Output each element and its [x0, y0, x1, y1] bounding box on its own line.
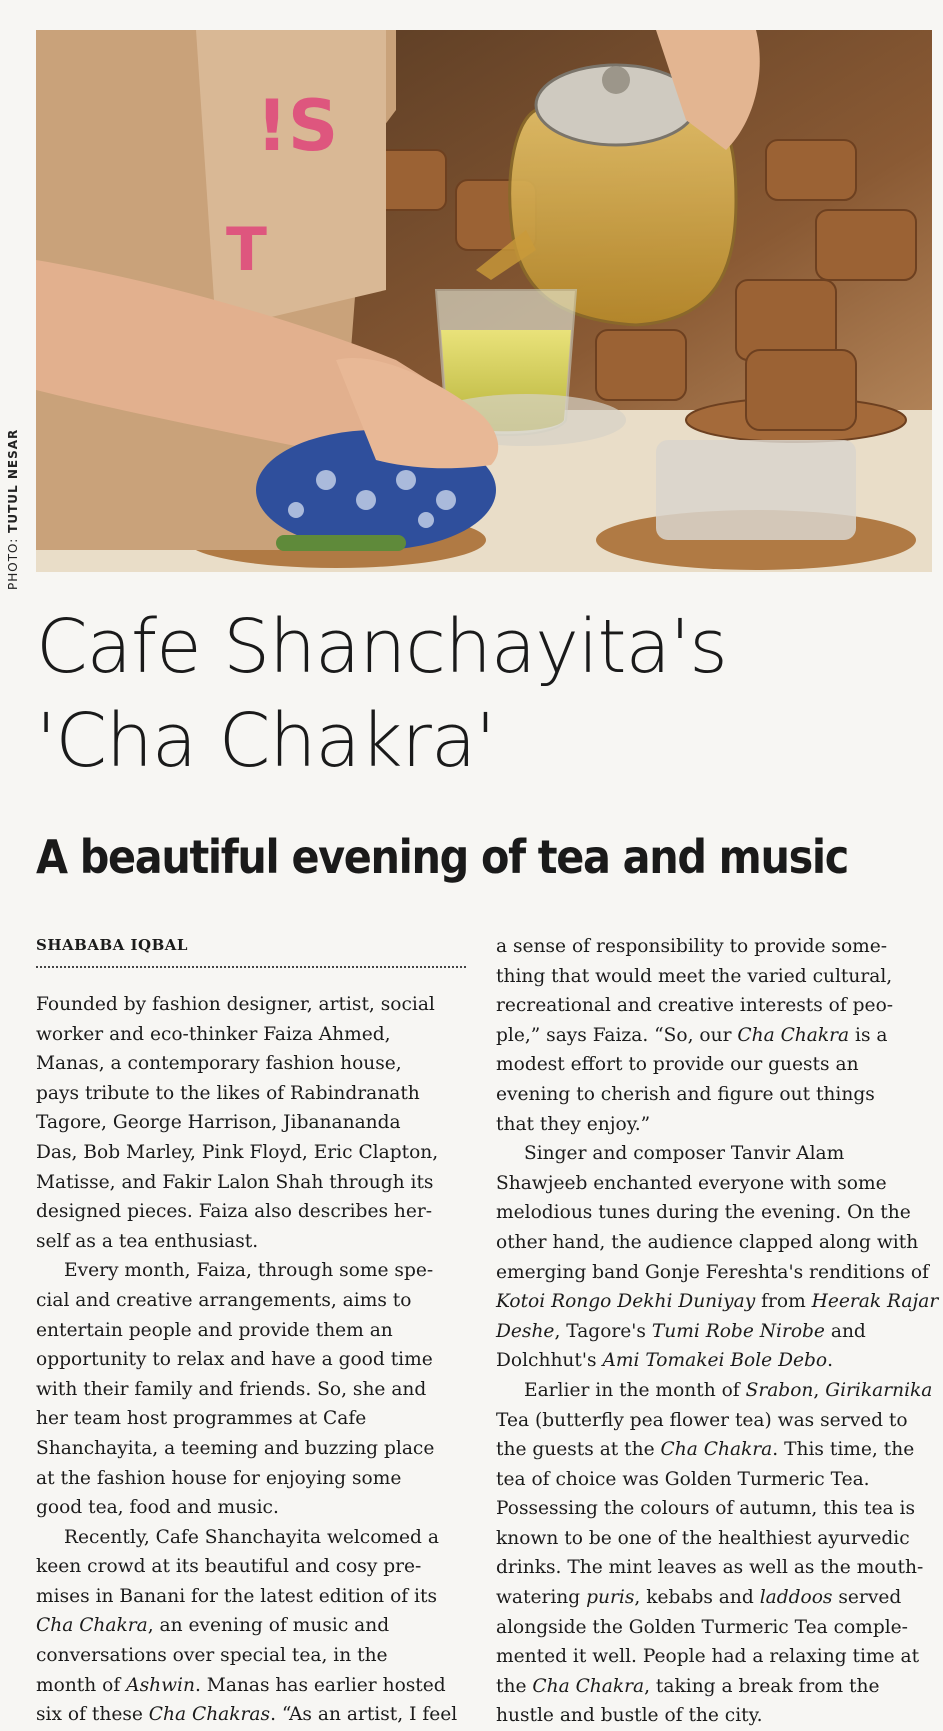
- article-text-line: Shanchayita, a teeming and buzzing place: [36, 1437, 435, 1459]
- article-text-line: emerging band Gonje Fereshta's renditions of: [496, 1261, 929, 1283]
- subheadline: A beautiful evening of tea and music: [36, 830, 848, 884]
- italic-title: Cha Chakra: [532, 1675, 645, 1697]
- article-text-line: a sense of responsibility to provide some-: [496, 936, 888, 957]
- svg-text:T: T: [226, 215, 267, 285]
- article-text-line: Manas, a contemporary fashion house,: [36, 1053, 402, 1075]
- article-text-line: month of Ashwin. Manas has earlier hosted: [36, 1674, 446, 1696]
- italic-title: puris: [586, 1587, 635, 1609]
- article-text-line: Singer and composer Tanvir Alam: [524, 1143, 845, 1165]
- article-text-line: Recently, Cafe Shanchayita welcomed a: [64, 1526, 439, 1548]
- italic-title: Cha Chakra: [737, 1024, 850, 1046]
- article-text-line: thing that would meet the varied cultural,: [496, 965, 893, 987]
- article-text-line: known to be one of the healthiest ayurvedic: [496, 1527, 910, 1549]
- italic-title: Kotoi Rongo Dekhi Duniyay: [496, 1291, 756, 1313]
- article-column-2: [496, 932, 939, 1731]
- article-text-line: the guests at the Cha Chakra. This time, the: [496, 1439, 915, 1461]
- article-text-line: Cha Chakra, an evening of music and: [36, 1615, 390, 1637]
- article-text-line: Deshe, Tagore's Tumi Robe Nirobe and: [496, 1320, 866, 1342]
- tea-pouring-illustration: [36, 30, 932, 572]
- article-text-line: other hand, the audience clapped along with: [496, 1231, 919, 1253]
- italic-title: laddoos: [759, 1587, 833, 1609]
- article-text-line: at the fashion house for enjoying some: [36, 1467, 402, 1489]
- article-text-line: Every month, Faiza, through some spe-: [64, 1260, 434, 1282]
- article-text-line: tea of choice was Golden Turmeric Tea.: [496, 1468, 870, 1490]
- byline-divider: [36, 966, 466, 968]
- article-text-line: Dolchhut's Ami Tomakei Bole Debo.: [496, 1350, 834, 1372]
- article-text-line: Tea (butterfly pea flower tea) was served to: [496, 1409, 908, 1431]
- photo-credit-name: TUTUL NESAR: [6, 428, 20, 533]
- article-text-line: her team host programmes at Cafe: [36, 1408, 367, 1430]
- article-text-line: Founded by fashion designer, artist, social: [36, 994, 435, 1015]
- italic-title: Cha Chakra: [660, 1439, 773, 1461]
- article-text-line: Kotoi Rongo Dekhi Duniyay from Heerak Rajar: [496, 1291, 939, 1313]
- italic-title: Cha Chakra: [36, 1615, 148, 1637]
- italic-title: Girikarnika: [825, 1379, 933, 1401]
- article-text-line: that they enjoy.”: [496, 1113, 651, 1135]
- article-text-line: Matisse, and Fakir Lalon Shah through its: [36, 1171, 434, 1193]
- article-text-line: Earlier in the month of Srabon, Girikarnika: [524, 1379, 933, 1401]
- svg-text:!S: !S: [256, 85, 339, 167]
- article-text-line: ple,” says Faiza. “So, our Cha Chakra is a: [496, 1024, 888, 1046]
- article-text-line: the Cha Chakra, taking a break from the: [496, 1675, 880, 1697]
- article-text-line: entertain people and provide them an: [36, 1319, 393, 1341]
- article-text-line: evening to cherish and figure out things: [496, 1083, 875, 1105]
- article-text-line: Das, Bob Marley, Pink Floyd, Eric Clapton,: [36, 1141, 439, 1163]
- article-text-line: mented it well. People had a relaxing time at: [496, 1646, 920, 1668]
- article-text-line: Possessing the colours of autumn, this tea is: [496, 1498, 916, 1520]
- article-text-line: mises in Banani for the latest edition of its: [36, 1585, 438, 1607]
- article-text-line: recreational and creative interests of peo-: [496, 995, 894, 1017]
- italic-title: Cha Chakras: [148, 1704, 271, 1726]
- photo-credit: [6, 390, 20, 590]
- italic-title: Srabon: [745, 1379, 814, 1401]
- article-text-line: watering puris, kebabs and laddoos served: [496, 1587, 902, 1609]
- article-text-line: pays tribute to the likes of Rabindranath: [36, 1082, 420, 1104]
- article-text-line: Tagore, George Harrison, Jibanananda: [36, 1112, 401, 1134]
- headline: [36, 600, 936, 788]
- article-text-line: worker and eco-thinker Faiza Ahmed,: [36, 1023, 391, 1045]
- article-text-line: Shawjeeb enchanted everyone with some: [496, 1172, 887, 1194]
- article-text-line: self as a tea enthusiast.: [36, 1230, 259, 1252]
- italic-title: Ashwin: [126, 1674, 195, 1696]
- byline: SHABABA IQBAL: [36, 936, 188, 954]
- italic-title: Heerak Rajar: [811, 1291, 939, 1313]
- article-text-line: with their family and friends. So, she and: [36, 1378, 427, 1400]
- headline-line-2: 'Cha Chakra': [36, 698, 495, 784]
- article-text-line: good tea, food and music.: [36, 1497, 279, 1519]
- article-text-line: hustle and bustle of the city.: [496, 1705, 763, 1727]
- italic-title: Deshe: [496, 1320, 555, 1342]
- italic-title: Tumi Robe Nirobe: [651, 1320, 825, 1342]
- article-text-line: alongside the Golden Turmeric Tea comple-: [496, 1616, 908, 1638]
- article-text-line: keen crowd at its beautiful and cosy pre-: [36, 1556, 422, 1578]
- article-photo: [36, 30, 932, 572]
- article-text-line: modest effort to provide our guests an: [496, 1054, 859, 1076]
- article-text-line: drinks. The mint leaves as well as the mouth-: [496, 1557, 924, 1579]
- article-text-line: cial and creative arrangements, aims to: [36, 1289, 412, 1311]
- article-column-1: [36, 990, 468, 1730]
- headline-line-1: Cafe Shanchayita's: [36, 604, 727, 690]
- article-text-line: designed pieces. Faiza also describes her-: [36, 1201, 433, 1223]
- photo-credit-label: PHOTO:: [6, 537, 20, 590]
- article-text-line: conversations over special tea, in the: [36, 1645, 388, 1667]
- article-text-line: six of these Cha Chakras. “As an artist, I feel: [36, 1704, 458, 1726]
- article-text-line: melodious tunes during the evening. On the: [496, 1202, 911, 1224]
- italic-title: Ami Tomakei Bole Debo: [602, 1350, 828, 1372]
- article-text-line: opportunity to relax and have a good time: [36, 1349, 433, 1371]
